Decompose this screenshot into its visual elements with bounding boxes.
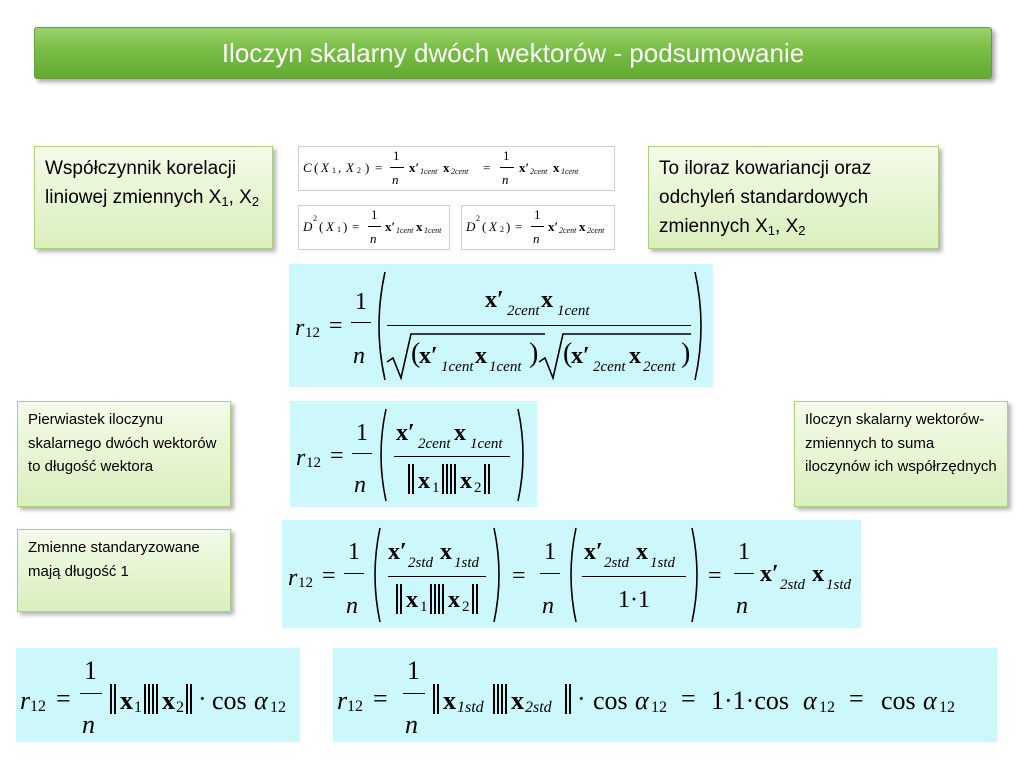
note-ratio-sub2: 2 (798, 223, 806, 238)
note-sqrt-length-text: Pierwiastek iloczynu skalarnego dwóch wektorów to długość wektora (28, 411, 217, 475)
left-paren (371, 270, 387, 382)
note-correlation-coefficient (34, 146, 273, 249)
note-dot-sum-text: Iloczyn skalarny wektorów-zmiennych to suma iloczynów ich współrzędnych (805, 411, 997, 475)
note-standardized-text: Zmienne standaryzowane mają długość 1 (28, 539, 200, 580)
title-bar (34, 27, 992, 79)
formula-r12-norms: r 12 = 1 n x′ 2cent x 1cent x 1 x 2 (290, 401, 537, 507)
formula-variance-x1: D 2 ( X 1 ) = 1 n x′ 1cent x 1cent (298, 205, 450, 250)
note-covariance-ratio (648, 146, 939, 249)
left-paren (374, 407, 388, 503)
formula-r12-definition: r 12 = 1 n x′ 2cent x 1cent ( x′ 1cent x 1cent ) ( x′ 2cent x 2cent ) (289, 264, 713, 387)
formula-r12-cosine: r 12 = 1 n x 1 x 2 · cos α 12 (16, 648, 300, 742)
note-sqrt-length (17, 401, 231, 507)
note-standardized (17, 529, 231, 612)
formula-r12-standardized: r 12 = 1 n x′ 2std x 1std x 1 x 2 = 1 n x′ 2std x 1std 1·1 = 1 n x′ 2std x 1std (282, 520, 861, 628)
formula-variance-x2: D 2 ( X 2 ) = 1 n x′ 2cent x 2cent (461, 205, 615, 250)
slide-title: Iloczyn skalarny dwóch wektorów - podsumowanie (221, 37, 805, 68)
left-paren-2 (564, 526, 578, 624)
right-paren (693, 270, 709, 382)
note-correlation-text: Współczynnik korelacji liniowej zmiennych X (45, 158, 237, 208)
right-paren-1 (492, 526, 506, 624)
note-correlation-sub1: 1 (221, 194, 229, 209)
formula-covariance: C ( X 1 , X 2 ) = 1 n x′ 1cent x 2cent = 1 n x′ 2cent x 1cent (298, 146, 615, 191)
right-paren-2 (690, 526, 704, 624)
note-ratio-sub1: 1 (767, 223, 776, 238)
note-dot-sum (794, 401, 1008, 507)
formula-r12-cosine-std: r 12 = 1 n x 1std x 2std · cos α 12 = 1·1·cos α 12 = cos α 12 (333, 648, 997, 742)
right-paren (516, 407, 530, 503)
left-paren-1 (368, 526, 382, 624)
note-ratio-text: To iloraz kowariancji oraz odchyleń standardowych zmiennych X (659, 158, 872, 237)
note-correlation-sub2: 2 (251, 194, 260, 209)
note-ratio-sep: , X (775, 216, 799, 237)
note-correlation-sep: , X (228, 187, 252, 208)
